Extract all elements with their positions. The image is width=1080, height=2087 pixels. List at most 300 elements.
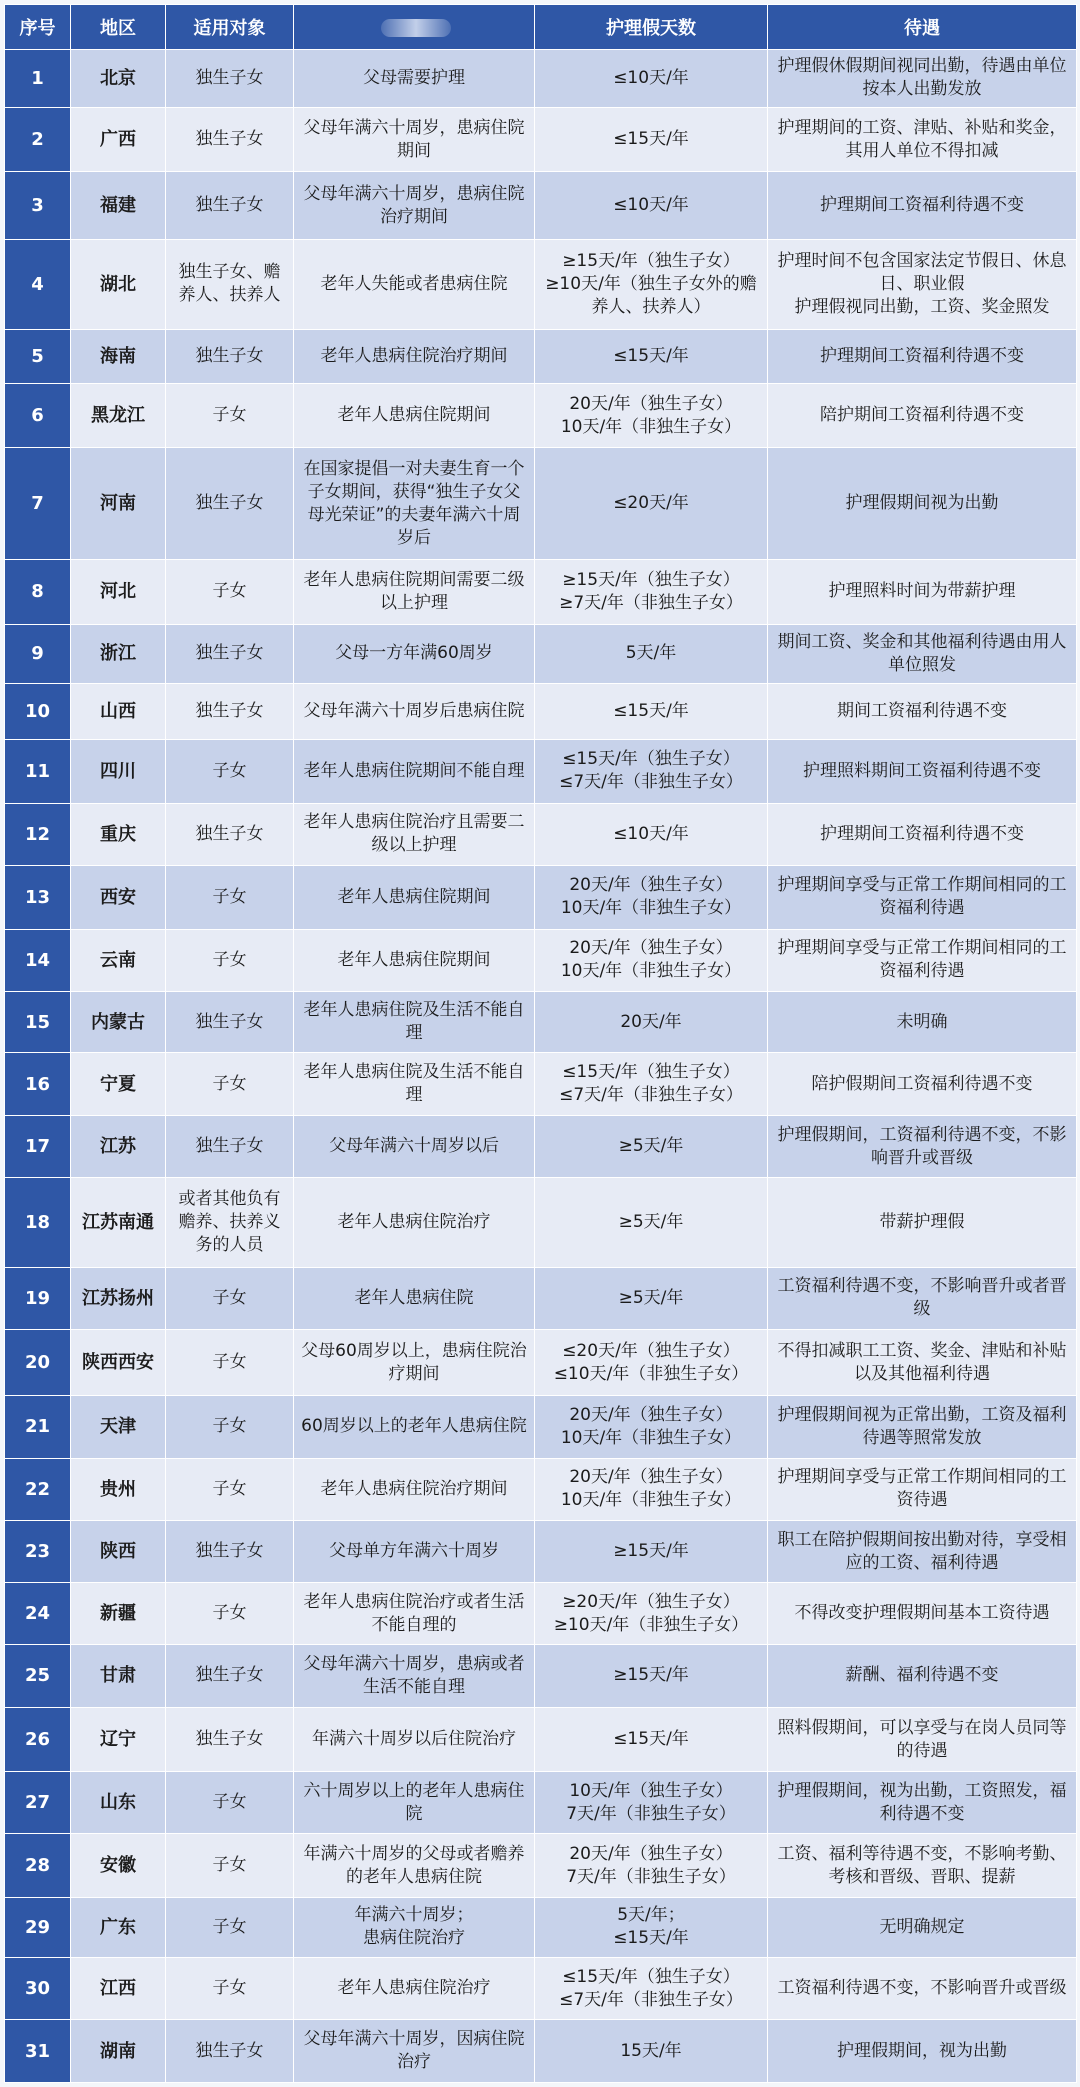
cell-region-line: 江苏 [100, 1136, 136, 1158]
cell-seq-line: 4 [31, 273, 44, 295]
cell-benefit [768, 929, 1077, 991]
cell-region-line: 湖南 [100, 2040, 136, 2062]
cell-seq [5, 1458, 71, 1520]
cell-condition-line: 老年人患病住院期间 [337, 886, 491, 907]
cell-benefit-line: 带薪护理假 [879, 1212, 965, 1233]
cell-region [71, 1583, 166, 1644]
cell-benefit-line: 护理期间的工资、津贴、补贴和奖金，其用人单位不得扣减 [777, 117, 1067, 161]
cell-benefit [768, 1178, 1077, 1268]
cell-target-line: 独生子女 [195, 493, 264, 513]
cell-condition-line: 父母60周岁以上，患病住院治疗期间 [301, 1340, 527, 1384]
cell-benefit [768, 1267, 1077, 1329]
cell-condition-line: 老年人患病住院治疗 [337, 1212, 491, 1233]
table-row [5, 107, 1077, 172]
cell-seq [5, 683, 71, 740]
cell-target [166, 559, 294, 624]
cell-region-line: 云南 [100, 949, 136, 971]
cell-condition [294, 1115, 535, 1177]
table-header [5, 5, 1077, 50]
cell-days-line: 10天/年（非独生子女） [560, 961, 742, 982]
cell-region-line: 江西 [100, 1978, 136, 2000]
cell-benefit-line: 不得改变护理假期间基本工资待遇 [794, 1603, 1050, 1624]
cell-days-line: ≤10天/年 [613, 67, 689, 88]
cell-condition-line: 老年人失能或者患病住院 [320, 273, 508, 294]
cell-days [535, 2020, 768, 2083]
cell-seq [5, 1178, 71, 1268]
cell-benefit-line: 护理期间工资福利待遇不变 [820, 195, 1024, 216]
cell-days [535, 448, 768, 560]
cell-region-line: 山东 [100, 1792, 136, 1814]
cell-condition-line: 老年人患病住院期间不能自理 [303, 760, 525, 781]
cell-benefit [768, 683, 1077, 740]
cell-region-line: 湖北 [100, 273, 136, 295]
cell-benefit [768, 1396, 1077, 1458]
cell-region [71, 929, 166, 991]
cell-condition-line: 父母年满六十周岁，患病或者生活不能自理 [303, 1653, 525, 1697]
cell-target-line: 子女 [212, 1603, 247, 1624]
cell-seq-line: 1 [31, 67, 44, 89]
cell-target-line: 独生子女 [195, 1136, 264, 1157]
cell-benefit-line: 护理照料期间工资福利待遇不变 [803, 760, 1041, 781]
cell-seq [5, 1267, 71, 1329]
cell-days [535, 992, 768, 1053]
cell-seq-line: 3 [31, 195, 44, 217]
cell-target-line: 独生子女 [195, 346, 264, 367]
cell-region [71, 1957, 166, 2019]
cell-days-line: ≥15天/年（独生子女） [562, 569, 740, 590]
cell-days-line: 15天/年 [620, 2040, 682, 2061]
cell-seq-line: 25 [24, 1665, 51, 1687]
cell-seq-line: 2 [31, 129, 44, 151]
cell-target-line: 独生子女 [195, 195, 264, 216]
header-region: 地区 [71, 5, 166, 50]
cell-days-line: 10天/年（非独生子女） [560, 898, 742, 919]
cell-seq-line: 17 [24, 1136, 51, 1158]
cell-seq [5, 1771, 71, 1833]
cell-target-line: 独生子女 [195, 67, 264, 88]
cell-region [71, 448, 166, 560]
cell-condition [294, 1458, 535, 1520]
cell-target [166, 330, 294, 384]
cell-days-line: 20天/年 [620, 1011, 682, 1032]
cell-benefit-line: 期间工资、奖金和其他福利待遇由用人单位照发 [777, 631, 1067, 675]
cell-days-line: ≥15天/年 [613, 1541, 689, 1562]
cell-region-line: 海南 [100, 346, 136, 368]
cell-target [166, 448, 294, 560]
table-row [5, 1583, 1077, 1644]
cell-seq-line: 5 [31, 346, 44, 368]
cell-region-line: 贵州 [100, 1478, 136, 1500]
cell-target-line: 子女 [212, 1855, 247, 1876]
cell-target-line: 子女 [212, 949, 247, 970]
cell-benefit-line: 护理假期间视为出勤 [845, 493, 999, 513]
cell-benefit-line: 照料假期间，可以享受与在岗人员同等的待遇 [777, 1717, 1067, 1761]
table-row [5, 929, 1077, 991]
cell-target-line: 独生子女 [195, 1541, 264, 1562]
cell-days [535, 1458, 768, 1520]
table-row [5, 992, 1077, 1053]
cell-target [166, 1521, 294, 1583]
cell-target-line: 子女 [212, 1792, 247, 1813]
cell-target [166, 929, 294, 991]
cell-benefit [768, 1834, 1077, 1898]
cell-days [535, 929, 768, 991]
cell-seq [5, 1053, 71, 1115]
cell-target [166, 1053, 294, 1115]
header-days: 护理假天数 [535, 5, 768, 50]
cell-target [166, 1115, 294, 1177]
cell-region [71, 1053, 166, 1115]
cell-target [166, 172, 294, 239]
cell-benefit [768, 866, 1077, 930]
cell-days-line: 10天/年（非独生子女） [560, 416, 742, 437]
cell-benefit [768, 1957, 1077, 2019]
blurred-header-mark [381, 19, 451, 37]
table-row [5, 1267, 1077, 1329]
cell-condition [294, 384, 535, 448]
cell-benefit [768, 1583, 1077, 1644]
cell-benefit-line: 护理假视同出勤，工资、奖金照发 [794, 296, 1050, 317]
cell-region-line: 陕西 [100, 1541, 136, 1563]
table-row [5, 1708, 1077, 1772]
cell-region-line: 重庆 [100, 823, 136, 845]
cell-benefit-line: 陪护期间工资福利待遇不变 [820, 405, 1024, 426]
cell-region [71, 239, 166, 330]
table-row [5, 803, 1077, 865]
cell-region [71, 1458, 166, 1520]
cell-benefit [768, 239, 1077, 330]
cell-benefit-line: 护理期间工资福利待遇不变 [820, 823, 1024, 844]
cell-benefit-line: 护理假期间，工资福利待遇不变，不影响晋升或晋级 [777, 1124, 1067, 1168]
cell-days-line: ≥10天/年（非独生子女） [553, 1614, 749, 1635]
cell-region-line: 广东 [100, 1916, 136, 1938]
cell-days [535, 1771, 768, 1833]
cell-target-line: 子女 [212, 760, 247, 781]
cell-region-line: 河北 [100, 581, 136, 603]
cell-seq [5, 384, 71, 448]
cell-region-line: 天津 [100, 1416, 136, 1438]
cell-target [166, 1396, 294, 1458]
cell-seq [5, 172, 71, 239]
table-row [5, 559, 1077, 624]
cell-benefit-line: 护理假休假期间视同出勤，待遇由单位按本人出勤发放 [777, 56, 1067, 100]
cell-days [535, 866, 768, 930]
cell-days-line: ≤15天/年 [613, 129, 689, 150]
cell-days-line: ≥15天/年 [613, 1665, 689, 1686]
cell-benefit [768, 330, 1077, 384]
cell-days [535, 1644, 768, 1708]
cell-seq [5, 1957, 71, 2019]
cell-region-line: 山西 [100, 700, 136, 722]
cell-benefit [768, 624, 1077, 683]
cell-seq-line: 20 [24, 1352, 51, 1374]
cell-region [71, 624, 166, 683]
cell-seq [5, 803, 71, 865]
cell-benefit [768, 1115, 1077, 1177]
cell-target [166, 1458, 294, 1520]
cell-region [71, 1396, 166, 1458]
cell-condition-line: 父母需要护理 [363, 67, 465, 88]
cell-region [71, 1897, 166, 1957]
table-row [5, 1053, 1077, 1115]
cell-seq [5, 559, 71, 624]
cell-region-line: 河南 [100, 493, 136, 514]
cell-seq-line: 12 [24, 823, 51, 845]
cell-days-line: 10天/年（非独生子女） [560, 1490, 742, 1511]
cell-days-line: ≥5天/年 [618, 1136, 684, 1157]
cell-condition [294, 1330, 535, 1396]
cell-benefit-line: 护理期间享受与正常工作期间相同的工资福利待遇 [777, 938, 1067, 982]
cell-days-line: ≤7天/年（非独生子女） [559, 1989, 743, 2010]
cell-seq-line: 24 [24, 1603, 51, 1625]
cell-condition-line: 父母年满六十周岁后患病住院 [303, 700, 525, 721]
cell-condition [294, 1053, 535, 1115]
cell-days [535, 1834, 768, 1898]
cell-region [71, 803, 166, 865]
cell-benefit-line: 不得扣减职工工资、奖金、津贴和补贴以及其他福利待遇 [777, 1340, 1067, 1384]
cell-days-line: 20天/年（独生子女） [569, 393, 733, 414]
cell-target-line: 子女 [212, 886, 247, 907]
cell-condition-line: 父母年满六十周岁，因病住院治疗 [303, 2029, 525, 2073]
cell-region [71, 1834, 166, 1898]
cell-days-line: 10天/年（非独生子女） [560, 1427, 742, 1448]
cell-condition [294, 2020, 535, 2083]
cell-target [166, 50, 294, 108]
cell-days-line: ≤15天/年（独生子女） [562, 1966, 740, 1987]
table-row [5, 683, 1077, 740]
cell-days [535, 803, 768, 865]
cell-seq [5, 1396, 71, 1458]
cell-target-line: 或者其他负有赡养、扶养义务的人员 [178, 1189, 281, 1256]
cell-region-line: 福建 [100, 195, 136, 217]
cell-seq-line: 16 [24, 1073, 51, 1095]
cell-seq [5, 1330, 71, 1396]
cell-seq-line: 31 [24, 2040, 51, 2062]
cell-condition [294, 929, 535, 991]
cell-condition [294, 1178, 535, 1268]
cell-days [535, 1178, 768, 1268]
cell-target-line: 独生子女 [195, 1011, 264, 1032]
cell-region [71, 559, 166, 624]
cell-benefit-line: 护理假期间，视为出勤，工资照发，福利待遇不变 [777, 1780, 1067, 1824]
cell-days [535, 50, 768, 108]
cell-seq [5, 1897, 71, 1957]
cell-benefit-line: 护理照料时间为带薪护理 [828, 581, 1016, 602]
cell-region [71, 1644, 166, 1708]
table-row [5, 1957, 1077, 2019]
cell-benefit [768, 992, 1077, 1053]
cell-days [535, 1583, 768, 1644]
cell-seq [5, 1644, 71, 1708]
cell-benefit-line: 护理期间享受与正常工作期间相同的工资福利待遇 [777, 875, 1067, 919]
cell-condition-line: 父母单方年满六十周岁 [329, 1541, 499, 1562]
cell-days [535, 107, 768, 172]
cell-seq-line: 23 [24, 1541, 51, 1563]
cell-target [166, 2020, 294, 2083]
cell-region-line: 广西 [100, 129, 136, 151]
cell-condition-line: 六十周岁以上的老年人患病住院 [303, 1780, 525, 1824]
cell-benefit [768, 740, 1077, 804]
cell-seq [5, 107, 71, 172]
table-row [5, 1644, 1077, 1708]
cell-target-line: 独生子女 [195, 2040, 264, 2061]
cell-seq [5, 1708, 71, 1772]
cell-days [535, 683, 768, 740]
cell-benefit-line: 护理假期间视为正常出勤，工资及福利待遇等照常发放 [777, 1404, 1067, 1448]
cell-days-line: ≤20天/年（独生子女） [562, 1340, 740, 1361]
cell-days-line: 10天/年（独生子女） [569, 1780, 733, 1801]
cell-days-line: ≤10天/年（非独生子女） [553, 1363, 749, 1384]
cell-region [71, 1708, 166, 1772]
cell-region [71, 172, 166, 239]
cell-days [535, 1396, 768, 1458]
cell-days-line: ≥5天/年 [618, 1287, 684, 1308]
table-row [5, 1115, 1077, 1177]
cell-condition-line: 父母年满六十周岁，患病住院期间 [303, 117, 525, 161]
cell-days [535, 559, 768, 624]
cell-target-line: 子女 [212, 581, 247, 602]
cell-seq [5, 1583, 71, 1644]
cell-benefit [768, 1053, 1077, 1115]
cell-target [166, 1644, 294, 1708]
cell-benefit [768, 1708, 1077, 1772]
table-row [5, 1834, 1077, 1898]
cell-benefit [768, 1458, 1077, 1520]
cell-target [166, 1583, 294, 1644]
cell-days-line: 5天/年； [617, 1905, 685, 1926]
cell-benefit-line: 陪护假期间工资福利待遇不变 [811, 1073, 1033, 1094]
cell-target [166, 107, 294, 172]
cell-condition-line: 在国家提倡一对夫妻生育一个子女期间，获得“独生子女父母光荣证”的夫妻年满六十周岁后 [303, 458, 525, 548]
cell-condition [294, 107, 535, 172]
cell-region [71, 384, 166, 448]
cell-condition-line: 父母年满六十周岁，患病住院治疗期间 [303, 183, 525, 227]
cell-days-line: ≤10天/年 [613, 823, 689, 844]
cell-seq-line: 28 [24, 1855, 51, 1877]
cell-target-line: 独生子女 [195, 1729, 264, 1750]
table-row [5, 448, 1077, 560]
cell-condition [294, 624, 535, 683]
cell-seq-line: 15 [24, 1011, 51, 1033]
cell-days [535, 1330, 768, 1396]
cell-region-line: 内蒙古 [91, 1011, 145, 1033]
cell-benefit-line: 薪酬、福利待遇不变 [845, 1665, 999, 1686]
cell-target-line: 独生子女 [195, 823, 264, 844]
cell-region [71, 1115, 166, 1177]
cell-condition-line: 年满六十周岁以后住院治疗 [312, 1729, 516, 1750]
cell-condition [294, 1583, 535, 1644]
cell-region [71, 992, 166, 1053]
cell-condition-line: 父母一方年满60周岁 [335, 643, 493, 664]
cell-region-line: 安徽 [100, 1855, 136, 1877]
cell-condition [294, 740, 535, 804]
cell-target [166, 1957, 294, 2019]
cell-condition-line: 年满六十周岁； [354, 1905, 474, 1926]
cell-target [166, 803, 294, 865]
cell-target-line: 独生子女 [195, 129, 264, 150]
cell-target-line: 子女 [212, 1287, 247, 1308]
cell-days-line: 7天/年（非独生子女） [566, 1803, 736, 1824]
cell-target [166, 740, 294, 804]
cell-days-line: ≤7天/年（非独生子女） [559, 1085, 743, 1106]
cell-target-line: 独生子女 [195, 643, 264, 664]
cell-benefit-line: 护理假期间，视为出勤 [837, 2040, 1007, 2061]
cell-days [535, 1957, 768, 2019]
cell-days-line: 5天/年 [625, 643, 677, 664]
cell-region-line: 甘肃 [100, 1665, 136, 1687]
cell-benefit-line: 工资福利待遇不变，不影响晋升或晋级 [777, 1978, 1067, 1999]
table-row [5, 50, 1077, 108]
cell-benefit [768, 1644, 1077, 1708]
cell-condition-line: 老年人患病住院治疗且需要二级以上护理 [303, 812, 525, 856]
cell-condition-line: 老年人患病住院治疗期间 [320, 346, 508, 367]
cell-days-line: 20天/年（独生子女） [569, 1467, 733, 1488]
cell-target-line: 子女 [212, 1478, 247, 1499]
cell-condition [294, 559, 535, 624]
table-row [5, 239, 1077, 330]
cell-region-line: 北京 [100, 67, 136, 89]
cell-target [166, 1897, 294, 1957]
cell-days-line: ≥15天/年（独生子女） [562, 250, 740, 271]
table-row [5, 1458, 1077, 1520]
table-row [5, 1178, 1077, 1268]
table-row [5, 1521, 1077, 1583]
cell-target [166, 384, 294, 448]
cell-days-line: 20天/年（独生子女） [569, 1843, 733, 1864]
cell-seq [5, 624, 71, 683]
cell-target-line: 独生子女 [195, 1665, 264, 1686]
cell-seq-line: 30 [24, 1978, 51, 2000]
cell-condition [294, 803, 535, 865]
cell-condition-line: 老年人患病住院治疗期间 [320, 1478, 508, 1499]
cell-seq [5, 866, 71, 930]
cell-benefit [768, 50, 1077, 108]
cell-region-line: 江苏南通 [82, 1212, 154, 1234]
cell-seq [5, 330, 71, 384]
cell-benefit-line: 护理期间工资福利待遇不变 [820, 346, 1024, 367]
cell-target [166, 1834, 294, 1898]
cell-target-line: 独生子女 [195, 700, 264, 721]
cell-seq [5, 992, 71, 1053]
cell-days [535, 384, 768, 448]
header-benefit: 待遇 [768, 5, 1077, 50]
cell-benefit-line: 期间工资福利待遇不变 [837, 700, 1007, 721]
cell-benefit [768, 1521, 1077, 1583]
cell-condition-line: 老年人患病住院治疗或者生活不能自理的 [303, 1591, 525, 1635]
table-row [5, 1330, 1077, 1396]
cell-seq-line: 11 [24, 760, 51, 782]
cell-condition [294, 1708, 535, 1772]
cell-seq-line: 9 [31, 643, 44, 665]
cell-days-line: ≤15天/年（独生子女） [562, 1062, 740, 1083]
cell-seq-line: 14 [24, 949, 51, 971]
cell-condition [294, 1834, 535, 1898]
cell-region-line: 新疆 [100, 1603, 136, 1625]
table-row [5, 740, 1077, 804]
cell-days [535, 239, 768, 330]
cell-region [71, 866, 166, 930]
table-row [5, 866, 1077, 930]
cell-benefit [768, 1771, 1077, 1833]
cell-condition [294, 239, 535, 330]
cell-region-line: 陕西西安 [82, 1352, 154, 1374]
cell-benefit [768, 172, 1077, 239]
cell-target-line: 子女 [212, 1416, 247, 1437]
cell-condition [294, 1957, 535, 2019]
cell-target [166, 1708, 294, 1772]
cell-condition-line: 老年人患病住院期间 [337, 949, 491, 970]
cell-region [71, 1178, 166, 1268]
